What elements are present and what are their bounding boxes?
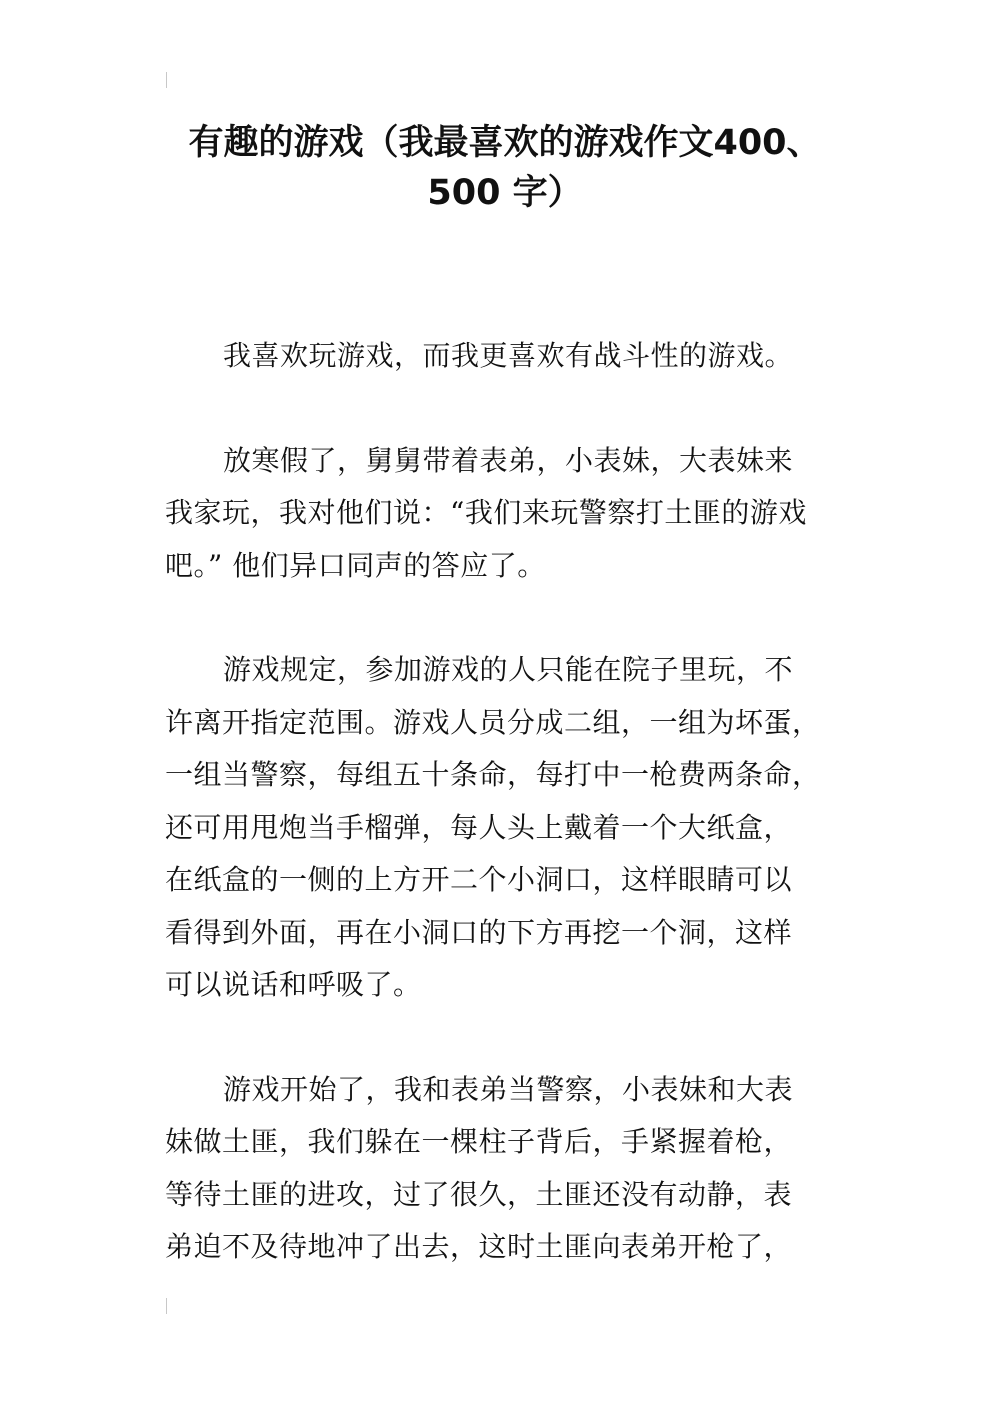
document-title <box>140 118 870 218</box>
title-line: 有趣的游戏（我最喜欢的游戏作文400、 <box>188 123 822 163</box>
paragraph-line: 我家玩，我对他们说：“我们来玩警察打土匪的游戏 <box>165 496 807 529</box>
paragraph-line: 吧。” 他们异口同声的答应了。 <box>165 548 546 582</box>
paragraph-line: 等待土匪的进攻，过了很久，土匪还没有动静，表 <box>165 1177 793 1211</box>
paragraph-line: 游戏规定，参加游戏的人只能在院子里玩，不 <box>223 653 794 686</box>
paragraph-line: 还可用甩炮当手榴弹，每人头上戴着一个大纸盒， <box>165 810 793 844</box>
paragraph-line: 在纸盒的一侧的上方开二个小洞口，这样眼睛可以 <box>165 863 793 896</box>
paragraph-line: 我喜欢玩游戏，而我更喜欢有战斗性的游戏。 <box>223 339 794 372</box>
title-line: 500 字） <box>427 173 583 213</box>
paragraph-line: 看得到外面，再在小洞口的下方再挖一个洞，这样 <box>165 915 793 949</box>
paragraph-line: 游戏开始了，我和表弟当警察，小表妹和大表 <box>223 1072 794 1106</box>
paragraph <box>165 330 835 383</box>
paragraph-line: 可以说话和呼吸了。 <box>165 968 422 1001</box>
paragraph <box>165 644 835 1012</box>
paragraph-line: 许离开指定范围。游戏人员分成二组，一组为坏蛋， <box>165 705 821 739</box>
paragraph-line: 一组当警察，每组五十条命，每打中一枪费两条命， <box>165 758 821 791</box>
paragraph-line: 妹做土匪，我们躲在一棵柱子背后，手紧握着枪， <box>165 1125 793 1158</box>
document-body <box>165 330 835 1326</box>
paragraph-line: 弟迫不及待地冲了出去，这时土匪向表弟开枪了， <box>165 1230 793 1263</box>
page-corner-mark-top <box>166 72 167 88</box>
paragraph <box>165 435 835 593</box>
paragraph-line: 放寒假了，舅舅带着表弟，小表妹，大表妹来 <box>223 443 794 477</box>
paragraph <box>165 1064 835 1274</box>
